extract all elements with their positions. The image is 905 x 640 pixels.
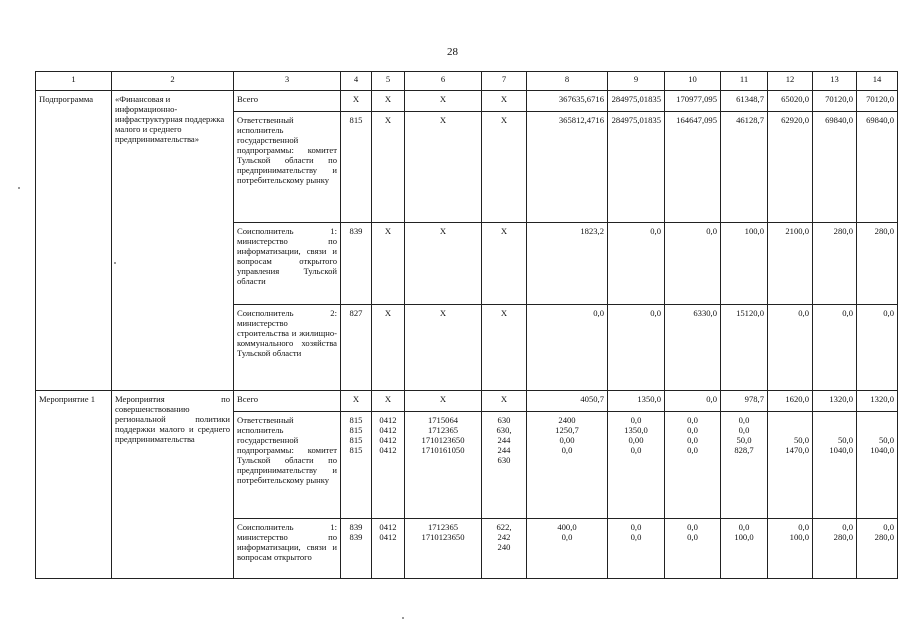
table-cell: 1350,0 bbox=[608, 391, 665, 412]
table-cell: 0,0 bbox=[527, 305, 608, 391]
table-cell: 1712365 1710123650 bbox=[405, 519, 482, 579]
table-cell: X bbox=[405, 391, 482, 412]
table-cell: 100,0 bbox=[721, 223, 768, 305]
budget-table bbox=[35, 71, 898, 579]
column-header: 11 bbox=[721, 72, 768, 91]
column-header: 9 bbox=[608, 72, 665, 91]
scan-speck bbox=[114, 262, 116, 264]
table-cell: X bbox=[405, 112, 482, 223]
scan-speck bbox=[402, 617, 404, 619]
table-cell: 4050,7 bbox=[527, 391, 608, 412]
table-cell: X bbox=[482, 391, 527, 412]
table-cell: X bbox=[482, 223, 527, 305]
table-cell: 400,0 0,0 bbox=[527, 519, 608, 579]
table-cell: 0,0 100,0 bbox=[768, 519, 813, 579]
table-cell: 0,0 bbox=[768, 305, 813, 391]
table-cell: 1320,0 bbox=[857, 391, 898, 412]
table-cell: 839 bbox=[341, 223, 372, 305]
table-cell: 69840,0 bbox=[813, 112, 857, 223]
column-header: 8 bbox=[527, 72, 608, 91]
table-cell: 2100,0 bbox=[768, 223, 813, 305]
executor-cell: Соисполнитель 2: министерство строительства и жилищно-коммунального хозяйства Тульской области bbox=[234, 305, 341, 391]
table-cell: X bbox=[372, 391, 405, 412]
table-cell: 62920,0 bbox=[768, 112, 813, 223]
table-cell: 50,0 1040,0 bbox=[857, 412, 898, 519]
column-header: 7 bbox=[482, 72, 527, 91]
table-cell: 1823,2 bbox=[527, 223, 608, 305]
table-cell: 284975,01835 bbox=[608, 112, 665, 223]
executor-cell: Всего bbox=[234, 391, 341, 412]
table-cell: X bbox=[482, 305, 527, 391]
table-cell: 367635,6716 bbox=[527, 91, 608, 112]
table-cell: X bbox=[405, 91, 482, 112]
column-header: 3 bbox=[234, 72, 341, 91]
column-header: 1 bbox=[36, 72, 112, 91]
table-cell: X bbox=[341, 91, 372, 112]
table-cell: 69840,0 bbox=[857, 112, 898, 223]
table-cell: 50,0 1040,0 bbox=[813, 412, 857, 519]
table-cell: 0412 0412 bbox=[372, 519, 405, 579]
table-cell: 0,0 bbox=[857, 305, 898, 391]
table-cell: 46128,7 bbox=[721, 112, 768, 223]
column-header: 2 bbox=[112, 72, 234, 91]
executor-cell: Соисполнитель 1: министерство по информатизации, связи и вопросам открытого управления Тульской области bbox=[234, 223, 341, 305]
table-cell: X bbox=[482, 112, 527, 223]
table-cell: 0,0 280,0 bbox=[857, 519, 898, 579]
column-header: 13 bbox=[813, 72, 857, 91]
table-cell: X bbox=[372, 112, 405, 223]
executor-cell: Соисполнитель 1: министерство по информатизации, связи и вопросам открытого bbox=[234, 519, 341, 579]
table-cell: 0412 0412 0412 0412 bbox=[372, 412, 405, 519]
table-cell: 61348,7 bbox=[721, 91, 768, 112]
table-cell: 164647,095 bbox=[665, 112, 721, 223]
executor-cell: Всего bbox=[234, 91, 341, 112]
table-cell: X bbox=[405, 305, 482, 391]
column-header: 5 bbox=[372, 72, 405, 91]
table-cell: 0,0 bbox=[608, 305, 665, 391]
table-cell: 0,0 100,0 bbox=[721, 519, 768, 579]
table-cell: 70120,0 bbox=[857, 91, 898, 112]
table-cell: X bbox=[372, 91, 405, 112]
table-cell: 1620,0 bbox=[768, 391, 813, 412]
table-cell: 280,0 bbox=[813, 223, 857, 305]
table-cell: 0,0 bbox=[813, 305, 857, 391]
table-cell: 630 630, 244 244 630 bbox=[482, 412, 527, 519]
column-number-row bbox=[36, 72, 898, 91]
table-cell: 0,0 0,0 bbox=[608, 519, 665, 579]
table-row bbox=[36, 391, 898, 412]
table-cell: 0,0 0,0 50,0 828,7 bbox=[721, 412, 768, 519]
measure-title-cell: Мероприятия по совершенствованию региональной политики поддержки малого и среднего предпринимательства bbox=[112, 391, 234, 579]
table-cell: 2400 1250,7 0,00 0,0 bbox=[527, 412, 608, 519]
table-cell: 280,0 bbox=[857, 223, 898, 305]
measure-label-cell: Мероприятие 1 bbox=[36, 391, 112, 579]
table-cell: X bbox=[482, 91, 527, 112]
table-cell: 815 bbox=[341, 112, 372, 223]
table-cell: 622, 242 240 bbox=[482, 519, 527, 579]
table-cell: 0,0 0,0 0,0 0,0 bbox=[665, 412, 721, 519]
table-cell: X bbox=[372, 223, 405, 305]
table-cell: X bbox=[405, 223, 482, 305]
table-cell: 0,0 0,0 bbox=[665, 519, 721, 579]
table-cell: 70120,0 bbox=[813, 91, 857, 112]
table-cell: X bbox=[341, 391, 372, 412]
table-cell: 978,7 bbox=[721, 391, 768, 412]
table-cell: 0,0 bbox=[608, 223, 665, 305]
table-cell: 0,0 bbox=[665, 391, 721, 412]
table-cell: 1715064 1712365 1710123650 1710161050 bbox=[405, 412, 482, 519]
page-number: 28 bbox=[447, 46, 458, 58]
subprogram-title-cell: «Финансовая и информационно-инфраструктурная поддержка малого и среднего предпринимательства» bbox=[112, 91, 234, 391]
column-header: 12 bbox=[768, 72, 813, 91]
table-cell: 827 bbox=[341, 305, 372, 391]
subprogram-label-cell: Подпрограмма bbox=[36, 91, 112, 391]
column-header: 4 bbox=[341, 72, 372, 91]
table-cell: 50,0 1470,0 bbox=[768, 412, 813, 519]
table-cell: 0,0 280,0 bbox=[813, 519, 857, 579]
table-row bbox=[36, 91, 898, 112]
table-cell: 284975,01835 bbox=[608, 91, 665, 112]
executor-cell: Ответственный исполнитель государственной подпрограммы: комитет Тульской области по предпринимательству и потребительскому рынку bbox=[234, 112, 341, 223]
table-cell: 0,0 bbox=[665, 223, 721, 305]
table-cell: 65020,0 bbox=[768, 91, 813, 112]
table-cell: 839 839 bbox=[341, 519, 372, 579]
table-cell: 170977,095 bbox=[665, 91, 721, 112]
table-cell: 6330,0 bbox=[665, 305, 721, 391]
table-cell: X bbox=[372, 305, 405, 391]
table-cell: 1320,0 bbox=[813, 391, 857, 412]
table-cell: 365812,4716 bbox=[527, 112, 608, 223]
table-cell: 15120,0 bbox=[721, 305, 768, 391]
executor-cell: Ответственный исполнитель государственной подпрограммы: комитет Тульской области по предпринимательству и потребительскому рынку bbox=[234, 412, 341, 519]
column-header: 6 bbox=[405, 72, 482, 91]
scan-speck bbox=[18, 187, 20, 189]
column-header: 10 bbox=[665, 72, 721, 91]
column-header: 14 bbox=[857, 72, 898, 91]
table-cell: 815 815 815 815 bbox=[341, 412, 372, 519]
table-cell: 0,0 1350,0 0,00 0,0 bbox=[608, 412, 665, 519]
